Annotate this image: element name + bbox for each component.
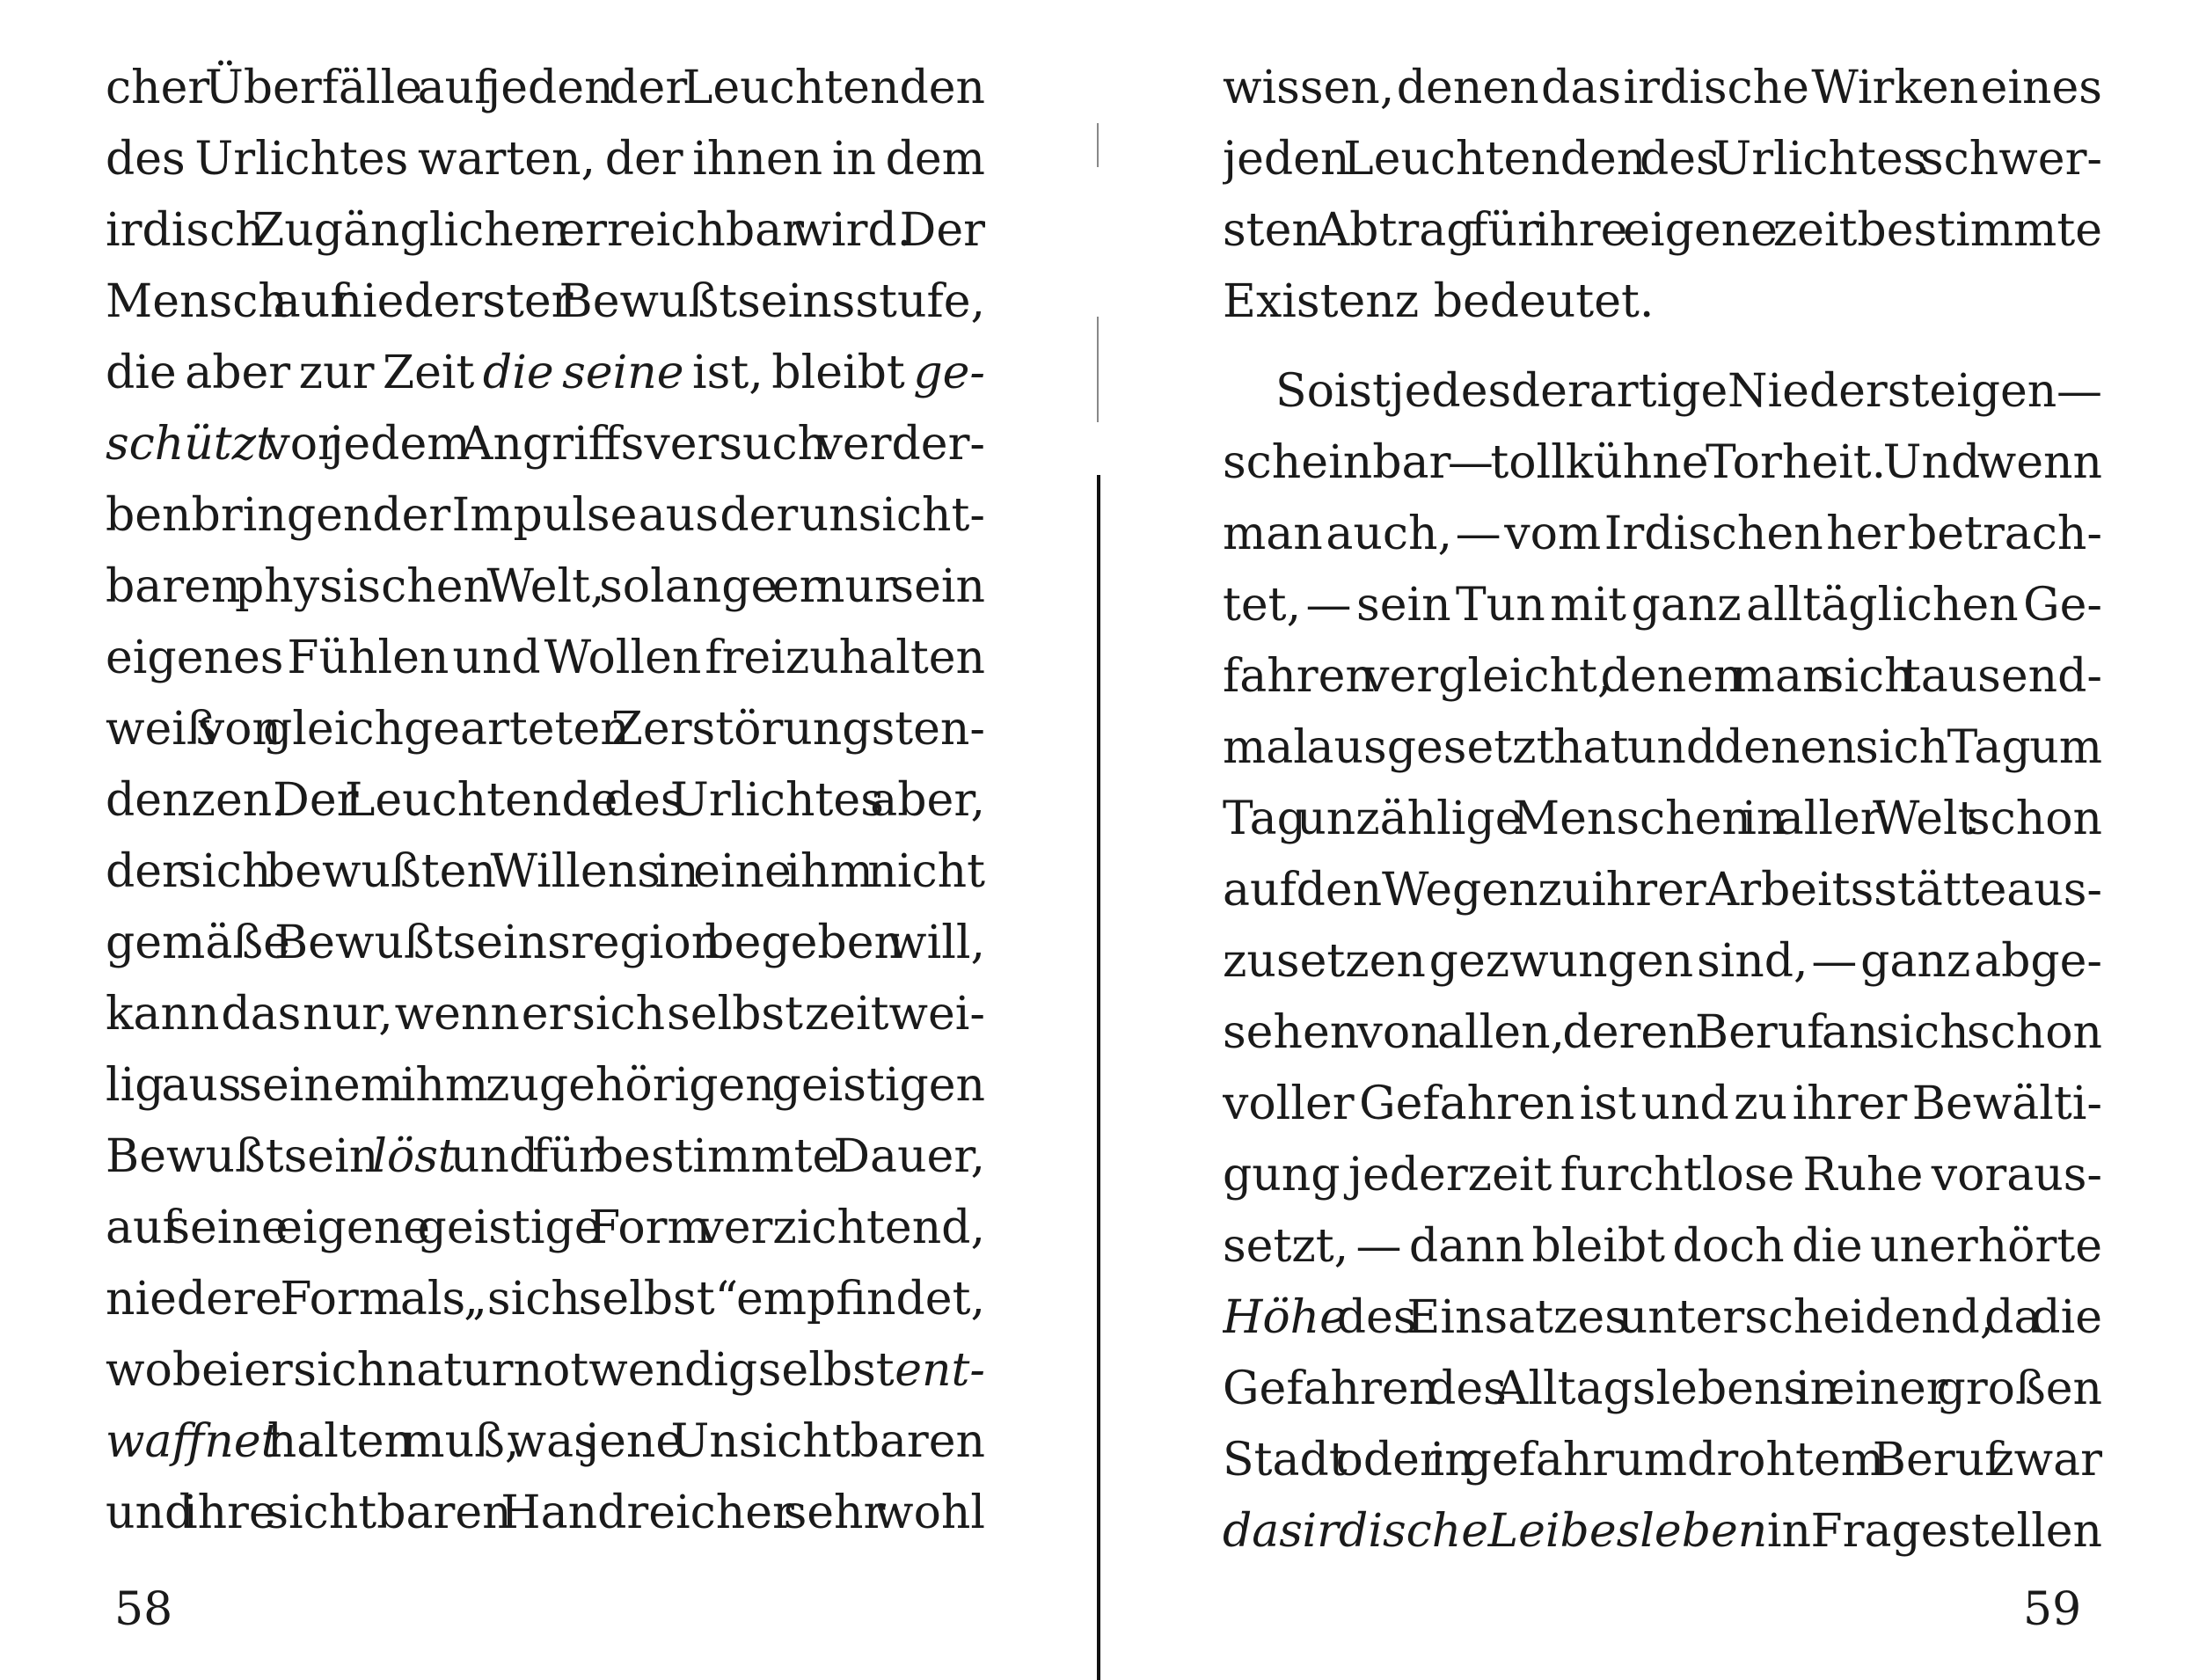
text-line: [106, 1264, 985, 1335]
text-segment: sten Abtrag für ihre eigene zeitbestimmte: [1223, 204, 2102, 257]
text-line: [1223, 641, 2102, 712]
text-segment: weiß von gleichgearteten Zerstörungsten-: [106, 703, 985, 756]
text-line: [106, 267, 985, 338]
text-segment: voller Gefahren ist und zu ihrer Bewälti-: [1223, 1077, 2102, 1130]
text-segment: kann das nur, wenn er sich selbst zeitwei-: [106, 988, 985, 1041]
text-line: [1223, 195, 2102, 267]
text-segment: halten muß, was jene Unsichtbaren: [279, 1415, 985, 1468]
italic-text: das irdische Leibesleben: [1223, 1505, 1768, 1558]
text-line: [1223, 356, 2102, 427]
text-segment: man auch, — vom Irdischen her betrach-: [1223, 508, 2102, 560]
text-line: [106, 765, 985, 836]
text-line: [1223, 1496, 2102, 1567]
text-segment: eigenes Fühlen und Wollen freizuhalten: [106, 632, 985, 684]
gutter-line-top: [1097, 123, 1099, 167]
text-segment: setzt, — dann bleibt doch die unerhörte: [1223, 1220, 2102, 1273]
text-segment: und für bestimmte Dauer,: [456, 1130, 985, 1183]
text-segment: ist, bleibt: [683, 347, 914, 399]
text-line: [1223, 1425, 2102, 1496]
text-segment: Mensch auf niederster Bewußtseinsstufe,: [106, 275, 985, 328]
italic-text: schützt: [106, 418, 274, 471]
text-segment: benbringender Impulse aus der unsicht-: [106, 489, 985, 542]
text-segment: Existenz bedeutet.: [1223, 275, 1655, 328]
text-line: [106, 1406, 985, 1478]
text-segment: baren physischen Welt, solange er nur sein: [106, 560, 985, 613]
text-line: [1223, 499, 2102, 570]
text-segment: sehen von allen, deren Beruf an sich schon: [1223, 1006, 2102, 1059]
text-line: [106, 836, 985, 908]
italic-text: löst: [372, 1130, 457, 1183]
text-segment: fahren vergleicht, denen man sich tausend-: [1223, 650, 2102, 703]
text-segment: des Einsatzes unterscheidend, da die: [1346, 1291, 2102, 1344]
text-line: [106, 1050, 985, 1121]
italic-text: Höhe: [1223, 1291, 1347, 1344]
text-segment: in Frage stellen: [1767, 1505, 2102, 1558]
text-line: [1223, 1140, 2102, 1211]
text-segment: So ist jedes derartige Niedersteigen —: [1275, 365, 2102, 418]
left-page: [106, 53, 985, 1549]
right-page: [1223, 53, 2102, 1567]
text-segment: gung jederzeit furchtlose Ruhe voraus-: [1223, 1149, 2102, 1202]
text-segment: auf den Wegen zu ihrer Arbeitsstätte aus-: [1223, 864, 2102, 917]
gutter-line-mid: [1097, 317, 1099, 422]
text-segment: niedere Form als „sich selbst“ empfindet,: [106, 1273, 985, 1326]
text-segment: zusetzen gezwungen sind, — ganz abge-: [1223, 935, 2102, 988]
text-segment: mal ausgesetzt hat und denen sich Tag um: [1223, 721, 2102, 774]
text-line: [1223, 1354, 2102, 1425]
text-segment: cher Überfälle auf jeden der Leuchtenden: [106, 62, 985, 114]
text-segment: Tag unzählige Menschen in aller Welt schon: [1223, 793, 2102, 845]
gutter-line-main: [1097, 475, 1100, 1680]
italic-text: ge-: [913, 347, 985, 399]
text-segment: Bewußtsein: [106, 1130, 373, 1183]
text-line: [106, 409, 985, 480]
italic-text: waffnet: [106, 1415, 280, 1468]
text-line: [1223, 712, 2102, 784]
text-segment: denzen. Der Leuchtende des Urlichtes aber,: [106, 774, 985, 827]
text-segment: Stadt oder in gefahrumdrohtem Beruf zwar: [1223, 1434, 2102, 1486]
text-line: [106, 623, 985, 694]
text-line: [106, 1121, 985, 1193]
text-line: [106, 53, 985, 124]
text-line: [106, 1193, 985, 1264]
text-line: [106, 908, 985, 979]
text-line: [106, 979, 985, 1050]
text-line: [106, 195, 985, 267]
text-line: [106, 1335, 985, 1406]
text-line: [1223, 784, 2102, 855]
text-segment: Gefahren des Alltagslebens in einer großen: [1223, 1362, 2102, 1415]
text-segment: gemäße Bewußtseinsregion begeben will,: [106, 917, 985, 969]
text-segment: wobei er sich naturnotwendig selbst: [106, 1344, 895, 1397]
italic-text: die seine: [482, 347, 684, 399]
text-line: [1223, 1069, 2102, 1140]
text-line: [1223, 997, 2102, 1069]
text-segment: jeden Leuchtenden des Urlichtes schwer-: [1223, 133, 2102, 186]
text-line: [1223, 267, 2102, 338]
text-segment: wissen, denen das irdische Wirken eines: [1223, 62, 2102, 114]
text-line: [1223, 1211, 2102, 1282]
text-line: [106, 338, 985, 409]
text-line: [106, 480, 985, 551]
text-segment: irdisch Zugänglichen erreichbar wird. Der: [106, 204, 985, 257]
text-segment: auf seine eigene geistige Form verzichtend,: [106, 1202, 985, 1254]
text-segment: des Urlichtes warten, der ihnen in dem: [106, 133, 985, 186]
text-line: [1223, 1282, 2102, 1354]
text-line: [1223, 124, 2102, 195]
text-segment: scheinbar — tollkühne Torheit. Und wenn: [1223, 436, 2102, 489]
text-line: [1223, 570, 2102, 641]
text-line: [1223, 855, 2102, 926]
text-line: [106, 694, 985, 765]
text-line: [106, 551, 985, 623]
text-segment: vor jedem Angriffsversuch verder-: [274, 418, 985, 471]
italic-text: ent-: [895, 1344, 985, 1397]
text-segment: lig aus seinem ihm zugehörigen geistigen: [106, 1059, 985, 1112]
left-page-number: 58: [114, 1583, 173, 1636]
text-line: [1223, 427, 2102, 499]
text-line: [106, 1478, 985, 1549]
text-line: [1223, 53, 2102, 124]
text-segment: und ihre sichtbaren Handreicher sehr wohl: [106, 1486, 985, 1539]
text-line: [1223, 926, 2102, 997]
text-segment: die aber zur Zeit: [106, 347, 483, 399]
text-line: [106, 124, 985, 195]
text-segment: tet, — sein Tun mit ganz alltäglichen Ge-: [1223, 579, 2102, 632]
text-segment: der sich bewußten Willens in eine ihm nicht: [106, 845, 985, 898]
right-page-number: 59: [2023, 1583, 2082, 1636]
